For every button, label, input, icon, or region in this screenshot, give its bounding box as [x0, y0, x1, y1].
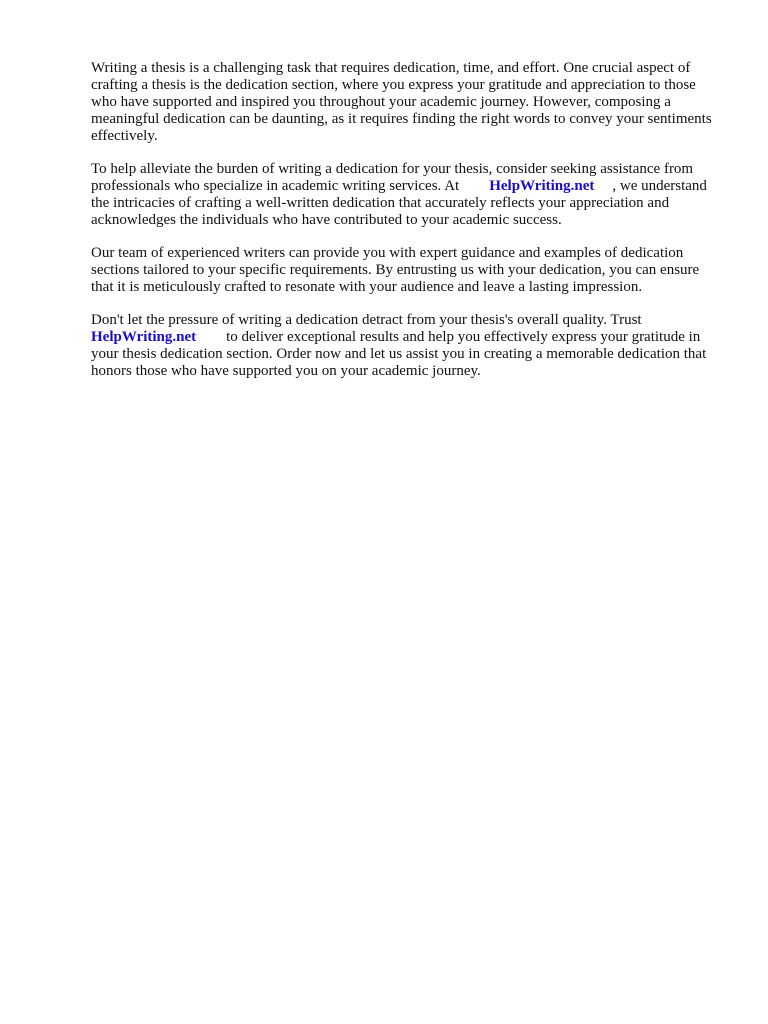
helpwriting-link[interactable]: HelpWriting.net [489, 178, 595, 194]
paragraph-trust-text-before: Don't let the pressure of writing a dedication detract from your thesis's overall quality. Trust [91, 312, 642, 328]
paragraph-trust [91, 312, 723, 380]
paragraph-intro: Writing a thesis is a challenging task that requires dedication, time, and effort. One crucial aspect of crafting a thesis is the dedication section, where you express your gratitude and appreciation to those who have supported and inspired you throughout your academic journey. However, composing a meaningful dedication can be daunting, as it requires finding the right words to convey your sentiments effectively. [91, 60, 712, 144]
paragraph-assistance-text-after: , we understand the intricacies of crafting a well-written dedication that accurately reflects your appreciation and acknowledges the individuals who have contributed to your academic success. [91, 178, 707, 228]
paragraph-assistance-text-before: To help alleviate the burden of writing a dedication for your thesis, consider seeking assistance from professionals who specialize in academic writing services. At [91, 161, 694, 194]
helpwriting-link[interactable]: HelpWriting.net [91, 329, 197, 345]
paragraph-trust-text-after: to deliver exceptional results and help you effectively express your gratitude in your thesis dedication section. Order now and let us assist you in creating a memorable dedication that honors those who have supported you on your academic journey. [91, 329, 707, 379]
document-page [91, 60, 723, 396]
paragraph-team: Our team of experienced writers can provide you with expert guidance and examples of dedication sections tailored to your specific requirements. By entrusting us with your dedication, you can ensure that it is meticulously crafted to resonate with your audience and leave a lasting impression. [91, 245, 700, 295]
paragraph-assistance [91, 161, 723, 229]
